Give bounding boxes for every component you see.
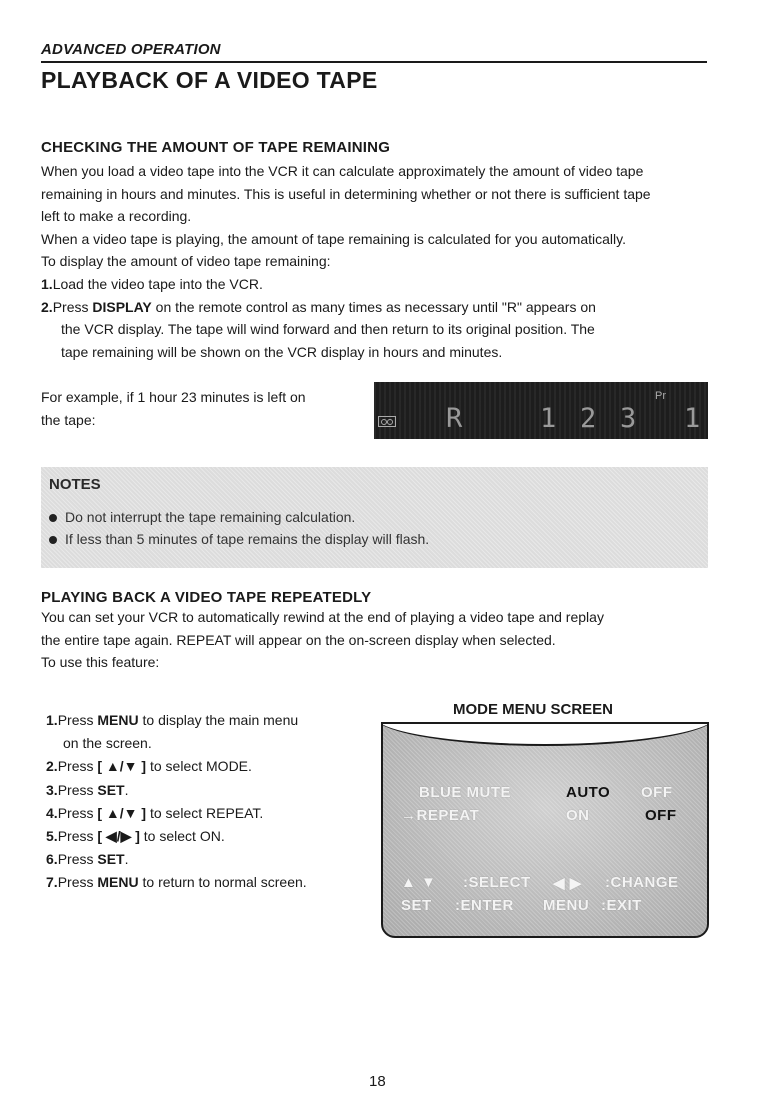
step-text: to display the main menu [138,712,299,728]
step-text: Press [57,781,98,798]
menu-key: MENU [543,897,590,914]
page-title: PLAYBACK OF A VIDEO TAPE [41,67,378,93]
vcr-digit: 2 [580,403,597,434]
remaining-step1 [41,273,713,296]
example-line2: the tape: [41,411,96,428]
screen-curve [381,722,709,746]
note-text: Do not interrupt the tape remaining calculation. [65,509,356,525]
step-text: to select MODE. [146,758,252,775]
repeat-step [46,802,307,825]
remaining-heading: CHECKING THE AMOUNT OF TAPE REMAINING [41,139,391,156]
remaining-p2: When a video tape is playing, the amount of tape remaining is calculated for you automatically. [41,230,626,247]
step-key: [ ◀/▶ ] [97,828,140,845]
step-key: SET [97,781,125,798]
remaining-step2-line2: the VCR display. The tape will wind forward and then return to its original position. The [61,321,595,338]
step-number: 2. [41,298,53,315]
up-down-arrows-icon: ▲ ▼ [401,874,437,891]
section-tag: ADVANCED OPERATION [41,41,221,58]
remaining-p3: To display the amount of video tape remaining: [41,253,331,270]
header-rule [41,61,707,63]
step-number: 2. [46,758,58,775]
left-right-arrows-icon: ◀ ▶ [553,875,582,892]
step-key: SET [97,851,125,868]
repeat-step [46,779,307,802]
step-number: 1. [41,275,53,292]
auto-option: AUTO [566,784,611,801]
step-text: Press [57,828,98,845]
off-option-selected: OFF [645,807,677,824]
change-hint: :CHANGE [605,874,679,891]
vcr-digit-r: R [446,403,463,434]
step-text: Press [52,298,93,315]
note-item [49,531,429,547]
step-number: 1. [46,712,58,728]
vcr-display [374,382,708,439]
step-text: . [124,851,129,868]
note-item [49,509,355,525]
notes-box [41,467,708,568]
remaining-step2 [41,296,713,319]
page-number: 18 [369,1073,386,1090]
off-option: OFF [641,784,673,801]
step-text: Press [57,758,98,775]
step-key: MENU [97,874,139,891]
step-number: 4. [46,804,58,821]
vcr-digit: 3 [620,403,637,434]
bullet-icon [49,536,57,544]
remaining-body [41,160,713,363]
step-text: on the remote control as many times as necessary until "R" appears on [151,298,596,315]
vcr-digit: 1 [540,403,557,434]
remaining-step2-line3: tape remaining will be shown on the VCR display in hours and minutes. [61,343,503,360]
vcr-digit: 1 [684,403,701,434]
repeat-steps [46,709,307,895]
repeat-label: →REPEAT [401,807,480,824]
notes-title: NOTES [49,476,101,493]
step-number: 3. [46,781,58,798]
step-text: Load the video tape into the VCR. [52,275,263,292]
blue-mute-label: BLUE MUTE [419,784,511,801]
remaining-p1-line3: left to make a recording. [41,208,192,225]
mode-menu-title: MODE MENU SCREEN [453,701,614,718]
repeat-line1: You can set your VCR to automatically rewind at the end of playing a video tape and replay [41,609,604,625]
repeat-line3: To use this feature: [41,654,160,671]
repeat-body [41,606,713,674]
on-option: ON [566,807,590,824]
step-text: . [124,781,129,798]
step-text: Press [57,874,98,891]
example-text [41,386,371,431]
repeat-step [46,848,307,871]
select-hint: :SELECT [463,874,531,891]
step-text: Press [57,804,98,821]
mode-menu-screen [381,722,709,938]
enter-hint: :ENTER [455,897,514,914]
repeat-step [46,871,307,894]
step-number: 5. [46,828,58,845]
note-text: If less than 5 minutes of tape remains the display will flash. [65,531,430,547]
step-text: Press [57,712,98,728]
step-number: 6. [46,851,58,868]
repeat-step [46,709,307,732]
step-number: 7. [46,874,58,891]
repeat-heading: PLAYING BACK A VIDEO TAPE REPEATEDLY [41,589,372,606]
step-text: to select REPEAT. [146,804,264,821]
step-key: [ ▲/▼ ] [97,758,147,775]
repeat-step [46,755,307,778]
set-key: SET [401,897,432,914]
step-text: to select ON. [139,828,225,845]
exit-hint: :EXIT [601,897,642,914]
repeat-step-cont: on the screen. [63,735,152,752]
step-text: to return to normal screen. [138,874,307,891]
bullet-icon [49,514,57,522]
repeat-line2: the entire tape again. REPEAT will appear on the on-screen display when selected. [41,631,556,648]
example-line1: For example, if 1 hour 23 minutes is left on [41,389,306,405]
pr-indicator: Pr [655,390,666,402]
step-key: MENU [97,712,139,728]
repeat-step [46,825,307,848]
cassette-icon [378,416,396,427]
remaining-p1-line1: When you load a video tape into the VCR it can calculate approximately the amount of video tape [41,163,644,179]
step-key: [ ▲/▼ ] [97,804,147,821]
remaining-p1-line2: remaining in hours and minutes. This is useful in determining whether or not there is sufficient tape [41,185,651,202]
display-key: DISPLAY [92,298,152,315]
step-text: Press [57,851,98,868]
